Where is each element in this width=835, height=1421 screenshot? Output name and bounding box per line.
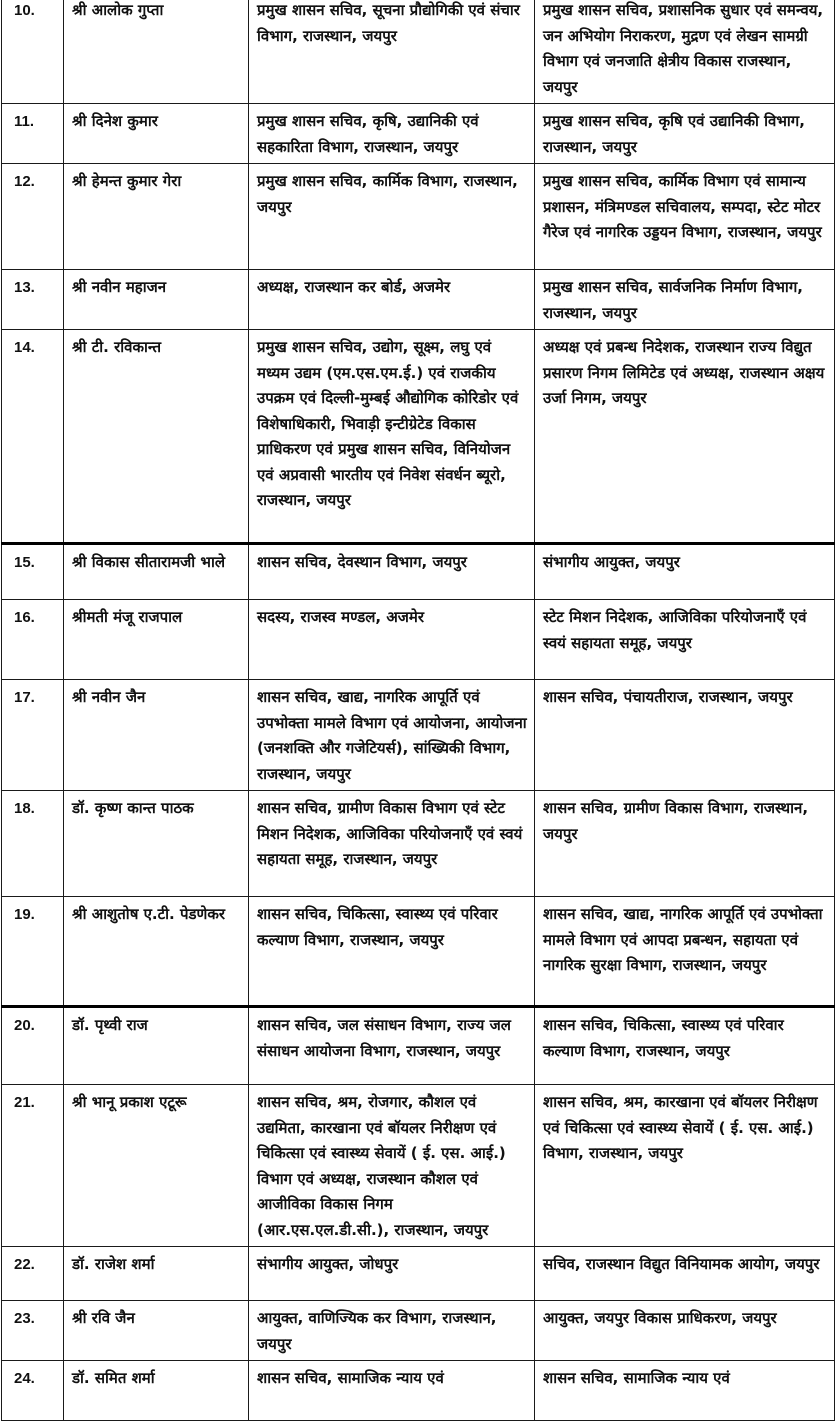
new-post: शासन सचिव, खाद्य, नागरिक आपूर्ति एवं उपभोक्ता मामले विभाग एवं आपदा प्रबन्धन, सहायता एवं नागरिक सुरक्षा विभाग, राजस्थान, जयपुर — [535, 897, 835, 1007]
table-row — [2, 270, 835, 330]
officer-name: श्री भानू प्रकाश एटूरू — [64, 1085, 249, 1247]
officer-name: श्री नवीन जैन — [64, 680, 249, 791]
row-number: 14. — [2, 330, 64, 544]
table-row — [2, 1361, 835, 1421]
table-row — [2, 330, 835, 544]
table-row — [2, 1301, 835, 1361]
new-post: आयुक्त, जयपुर विकास प्राधिकरण, जयपुर — [535, 1301, 835, 1361]
current-post: शासन सचिव, सामाजिक न्याय एवं — [249, 1361, 535, 1421]
officer-name: डॉ. समित शर्मा — [64, 1361, 249, 1421]
current-post: प्रमुख शासन सचिव, कृषि, उद्यानिकी एवं सहकारिता विभाग, राजस्थान, जयपुर — [249, 104, 535, 164]
table-row — [2, 1247, 835, 1301]
row-number: 11. — [2, 104, 64, 164]
new-post: प्रमुख शासन सचिव, कार्मिक विभाग एवं सामान्य प्रशासन, मंत्रिमण्डल सचिवालय, सम्पदा, स्टेट मोटर गैरेज एवं नागरिक उड्डयन विभाग, राजस्थान, जयपुर — [535, 164, 835, 270]
officer-name: श्री आलोक गुप्ता — [64, 0, 249, 104]
current-post: प्रमुख शासन सचिव, कार्मिक विभाग, राजस्थान, जयपुर — [249, 164, 535, 270]
new-post: शासन सचिव, ग्रामीण विकास विभाग, राजस्थान, जयपुर — [535, 791, 835, 897]
officer-name: डॉ. राजेश शर्मा — [64, 1247, 249, 1301]
table-row — [2, 897, 835, 1007]
row-number: 16. — [2, 600, 64, 680]
new-post: स्टेट मिशन निदेशक, आजिविका परियोजनाएँ एवं स्वयं सहायता समूह, जयपुर — [535, 600, 835, 680]
new-post: शासन सचिव, श्रम, कारखाना एवं बॉयलर निरीक्षण एवं चिकित्सा एवं स्वास्थ्य सेवायें ( ई. एस. आई.) विभाग, राजस्थान, जयपुर — [535, 1085, 835, 1247]
current-post: शासन सचिव, जल संसाधन विभाग, राज्य जल संसाधन आयोजना विभाग, राजस्थान, जयपुर — [249, 1007, 535, 1085]
new-post: शासन सचिव, सामाजिक न्याय एवं — [535, 1361, 835, 1421]
current-post: संभागीय आयुक्त, जोधपुर — [249, 1247, 535, 1301]
current-post: अध्यक्ष, राजस्थान कर बोर्ड, अजमेर — [249, 270, 535, 330]
row-number: 23. — [2, 1301, 64, 1361]
row-number: 19. — [2, 897, 64, 1007]
table-row — [2, 544, 835, 600]
transfer-list-table — [1, 0, 835, 1421]
current-post: प्रमुख शासन सचिव, उद्योग, सूक्ष्म, लघु एवं मध्यम उद्यम (एम.एस.एम.ई.) एवं राजकीय उपक्रम एवं दिल्ली-मुम्बई औद्योगिक कोरिडोर एवं विशेषाधिकारी, भिवाड़ी इन्टीग्रेटेड विकास प्राधिकरण एवं प्रमुख शासन सचिव, विनियोजन एवं अप्रवासी भारतीय एवं निवेश संवर्धन ब्यूरो, राजस्थान, जयपुर — [249, 330, 535, 544]
current-post: शासन सचिव, चिकित्सा, स्वास्थ्य एवं परिवार कल्याण विभाग, राजस्थान, जयपुर — [249, 897, 535, 1007]
current-post: शासन सचिव, खाद्य, नागरिक आपूर्ति एवं उपभोक्ता मामले विभाग एवं आयोजना, आयोजना (जनशक्ति और गजेटियर्स), सांख्यिकी विभाग, राजस्थान, जयपुर — [249, 680, 535, 791]
officer-name: श्री टी. रविकान्त — [64, 330, 249, 544]
officer-name: डॉ. पृथ्वी राज — [64, 1007, 249, 1085]
row-number: 12. — [2, 164, 64, 270]
table-row — [2, 791, 835, 897]
row-number: 21. — [2, 1085, 64, 1247]
new-post: अध्यक्ष एवं प्रबन्ध निदेशक, राजस्थान राज्य विद्युत प्रसारण निगम लिमिटेड एवं अध्यक्ष, राजस्थान अक्षय उर्जा निगम, जयपुर — [535, 330, 835, 544]
officer-name: श्री विकास सीतारामजी भाले — [64, 544, 249, 600]
table-row — [2, 104, 835, 164]
row-number: 20. — [2, 1007, 64, 1085]
row-number: 24. — [2, 1361, 64, 1421]
table-row — [2, 1007, 835, 1085]
new-post: प्रमुख शासन सचिव, सार्वजनिक निर्माण विभाग, राजस्थान, जयपुर — [535, 270, 835, 330]
row-number: 15. — [2, 544, 64, 600]
new-post: सचिव, राजस्थान विद्युत विनियामक आयोग, जयपुर — [535, 1247, 835, 1301]
current-post: शासन सचिव, देवस्थान विभाग, जयपुर — [249, 544, 535, 600]
new-post: प्रमुख शासन सचिव, कृषि एवं उद्यानिकी विभाग, राजस्थान, जयपुर — [535, 104, 835, 164]
officer-name: श्री हेमन्त कुमार गेरा — [64, 164, 249, 270]
row-number: 22. — [2, 1247, 64, 1301]
officer-name: श्री रवि जैन — [64, 1301, 249, 1361]
new-post: शासन सचिव, पंचायतीराज, राजस्थान, जयपुर — [535, 680, 835, 791]
table-row — [2, 0, 835, 104]
row-number: 10. — [2, 0, 64, 104]
officer-name: श्री नवीन महाजन — [64, 270, 249, 330]
table-row — [2, 164, 835, 270]
officer-name: श्री दिनेश कुमार — [64, 104, 249, 164]
officer-name: श्रीमती मंजू राजपाल — [64, 600, 249, 680]
table-row — [2, 600, 835, 680]
new-post: शासन सचिव, चिकित्सा, स्वास्थ्य एवं परिवार कल्याण विभाग, राजस्थान, जयपुर — [535, 1007, 835, 1085]
current-post: आयुक्त, वाणिज्यिक कर विभाग, राजस्थान, जयपुर — [249, 1301, 535, 1361]
row-number: 13. — [2, 270, 64, 330]
current-post: शासन सचिव, श्रम, रोजगार, कौशल एवं उद्यमिता, कारखाना एवं बॉयलर निरीक्षण एवं चिकित्सा एवं स्वास्थ्य सेवायें ( ई. एस. आई.) विभाग एवं अध्यक्ष, राजस्थान कौशल एवं आजीविका विकास निगम (आर.एस.एल.डी.सी.), राजस्थान, जयपुर — [249, 1085, 535, 1247]
officer-name: श्री आशुतोष ए.टी. पेडणेकर — [64, 897, 249, 1007]
table-row — [2, 680, 835, 791]
current-post: प्रमुख शासन सचिव, सूचना प्रौद्योगिकी एवं संचार विभाग, राजस्थान, जयपुर — [249, 0, 535, 104]
row-number: 17. — [2, 680, 64, 791]
new-post: प्रमुख शासन सचिव, प्रशासनिक सुधार एवं समन्वय, जन अभियोग निराकरण, मुद्रण एवं लेखन सामग्री विभाग एवं जनजाति क्षेत्रीय विकास राजस्थान, जयपुर — [535, 0, 835, 104]
new-post: संभागीय आयुक्त, जयपुर — [535, 544, 835, 600]
table-row — [2, 1085, 835, 1247]
officer-name: डॉ. कृष्ण कान्त पाठक — [64, 791, 249, 897]
current-post: सदस्य, राजस्व मण्डल, अजमेर — [249, 600, 535, 680]
row-number: 18. — [2, 791, 64, 897]
current-post: शासन सचिव, ग्रामीण विकास विभाग एवं स्टेट मिशन निदेशक, आजिविका परियोजनाएँ एवं स्वयं सहायता समूह, राजस्थान, जयपुर — [249, 791, 535, 897]
